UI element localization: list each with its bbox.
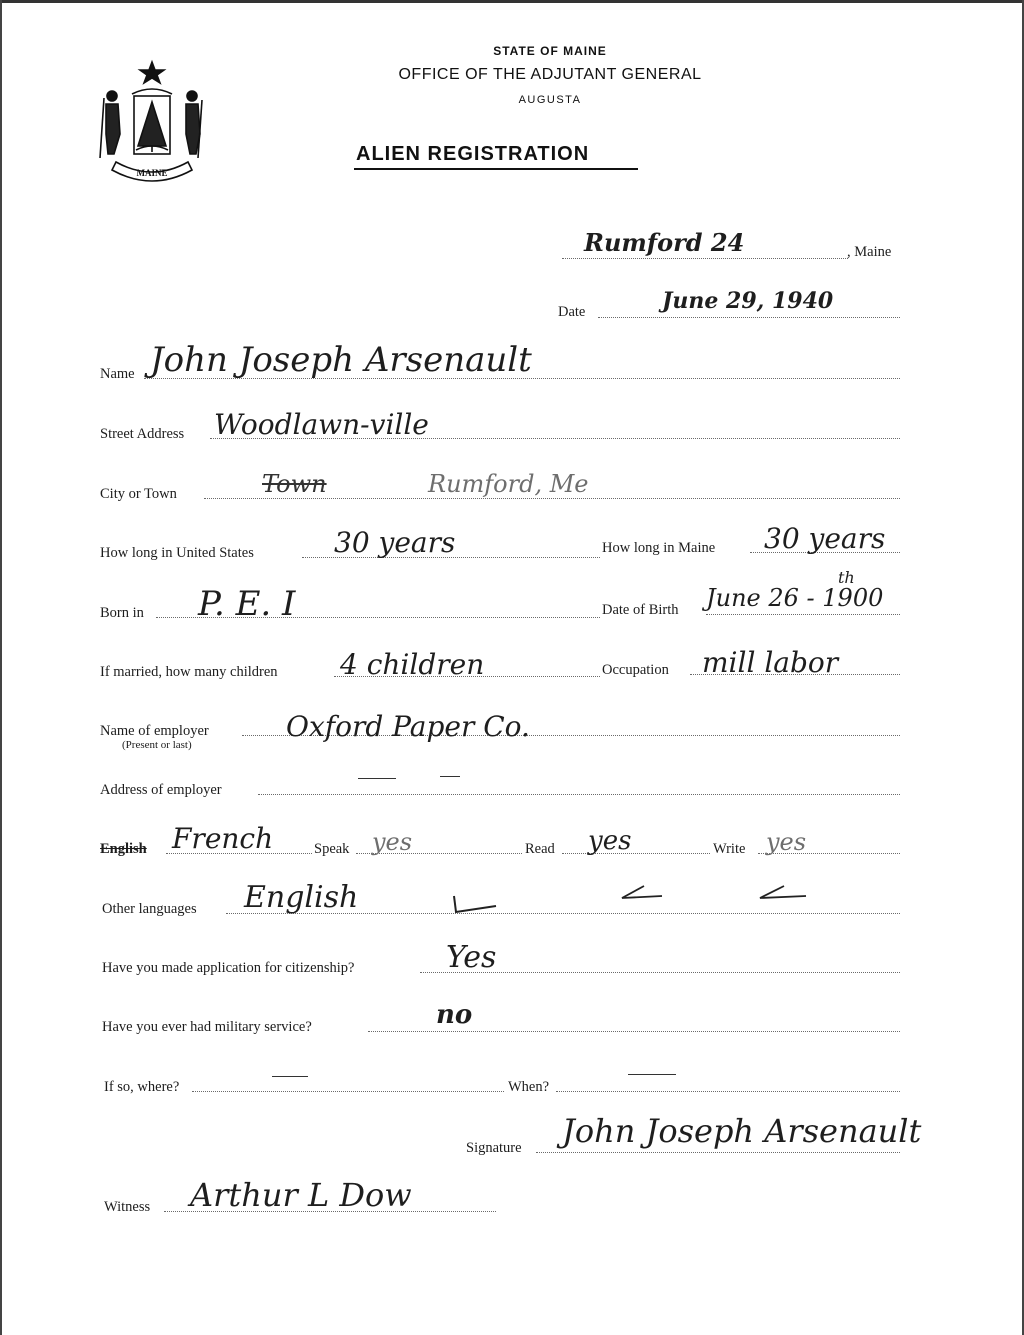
employer-address-blank-dash: [358, 778, 396, 779]
city-label: City or Town: [100, 486, 177, 502]
read-check-mark-icon: [618, 884, 668, 904]
when-blank-dash: [628, 1074, 676, 1075]
other-languages-value: English: [244, 880, 359, 915]
where-blank-dash: [272, 1076, 308, 1077]
employer-address-label: Address of employer: [100, 782, 222, 798]
date-value: June 29, 1940: [662, 288, 834, 314]
street-label: Street Address: [100, 426, 185, 442]
when-label: When?: [508, 1079, 550, 1095]
speak-check-mark-icon: [450, 892, 500, 916]
employer-label: Name of employer: [100, 723, 209, 739]
write-value: yes: [766, 828, 807, 856]
military-dotted-line: [368, 1031, 900, 1032]
title-underline: [354, 168, 638, 170]
employer-sublabel: (Present or last): [122, 739, 192, 751]
date-dotted-line: [598, 317, 900, 318]
maine-state-seal-icon: [98, 58, 206, 186]
us-duration-label: How long in United States: [100, 545, 254, 561]
name-label: Name: [100, 366, 135, 382]
military-value: no: [436, 1000, 473, 1030]
employer-address-dotted-line: [258, 794, 900, 795]
where-dotted-line: [192, 1091, 504, 1092]
citizenship-label: Have you made application for citizenship?: [102, 960, 355, 976]
where-label: If so, where?: [104, 1079, 180, 1095]
maine-label: , Maine: [847, 244, 892, 260]
english-label-struck: English: [100, 841, 147, 857]
witness-value: Arthur L Dow: [190, 1176, 412, 1214]
place-dotted-line: [562, 258, 848, 259]
street-value: Woodlawn-ville: [214, 408, 429, 441]
occupation-label: Occupation: [602, 662, 669, 678]
signature-dotted-line: [536, 1152, 900, 1153]
dob-dotted-line: [706, 614, 900, 615]
dob-suffix: th: [838, 568, 855, 587]
read-label: Read: [525, 841, 555, 857]
children-label: If married, how many children: [100, 664, 278, 680]
place-value: Rumford 24: [584, 228, 745, 257]
when-dotted-line: [556, 1091, 900, 1092]
us-duration-value: 30 years: [334, 526, 456, 559]
signature-label: Signature: [466, 1140, 522, 1156]
born-label: Born in: [100, 605, 144, 621]
military-label: Have you ever had military service?: [102, 1019, 312, 1035]
citizenship-value: Yes: [446, 940, 497, 975]
children-value: 4 children: [340, 648, 485, 681]
speak-label: Speak: [314, 841, 350, 857]
language-value: French: [172, 822, 274, 855]
speak-value: yes: [372, 828, 413, 856]
scan-border-top: [0, 0, 1024, 3]
write-label: Write: [713, 841, 746, 857]
read-dotted-line: [562, 853, 710, 854]
form-title: ALIEN REGISTRATION: [356, 143, 590, 165]
write-check-mark-icon: [756, 884, 812, 904]
date-label: Date: [558, 304, 586, 320]
header-city: AUGUSTA: [518, 94, 582, 106]
dob-value: June 26 - 1900: [706, 584, 884, 612]
dob-label: Date of Birth: [602, 602, 679, 618]
signature-value: John Joseph Arsenault: [562, 1112, 922, 1150]
occupation-value: mill labor: [702, 646, 839, 679]
seal-banner-text: MAINE: [136, 168, 168, 178]
language-dotted-line: [166, 853, 312, 854]
other-languages-label: Other languages: [102, 901, 197, 917]
header-state: STATE OF MAINE: [493, 44, 607, 58]
employer-address-blank-dash-2: [440, 776, 460, 777]
city-struck-value: Town: [262, 470, 327, 498]
employer-value: Oxford Paper Co.: [286, 710, 530, 743]
maine-duration-label: How long in Maine: [602, 540, 716, 556]
witness-label: Witness: [104, 1199, 151, 1215]
born-value: P. E. I: [198, 584, 296, 624]
header-office: OFFICE OF THE ADJUTANT GENERAL: [398, 66, 702, 83]
read-value: yes: [588, 826, 632, 856]
city-value: Rumford, Me: [428, 470, 589, 498]
maine-duration-value: 30 years: [764, 522, 886, 555]
name-value: John Joseph Arsenault: [150, 340, 532, 380]
scan-border-left: [0, 0, 2, 1335]
city-dotted-line: [204, 498, 900, 499]
